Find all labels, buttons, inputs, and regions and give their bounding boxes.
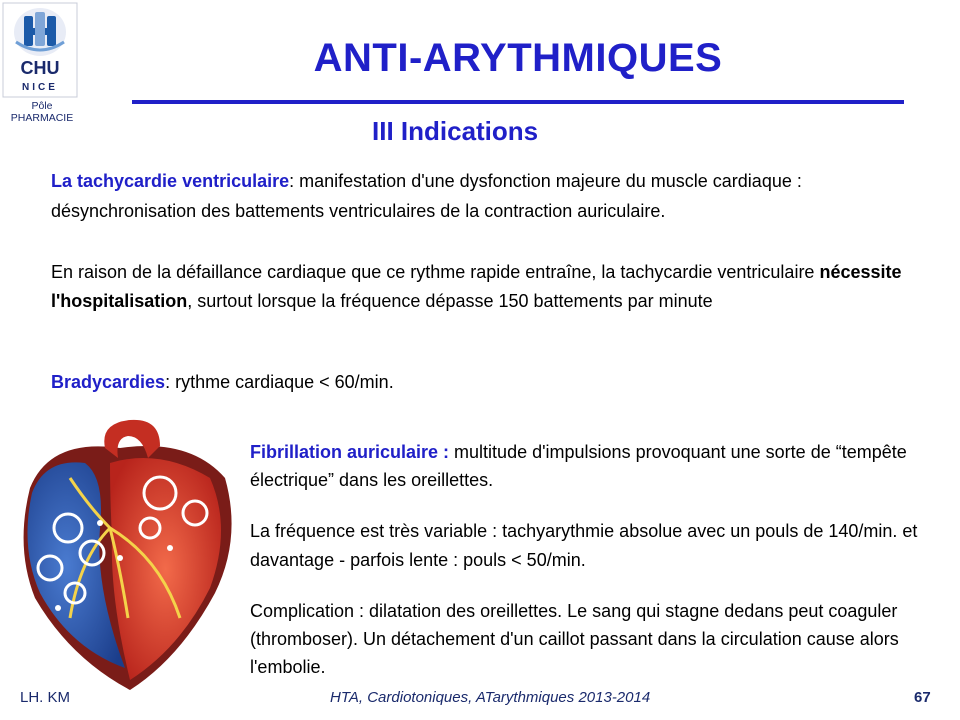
heart-illustration — [10, 418, 242, 696]
paragraph-frequence — [250, 517, 940, 575]
section-subtitle: III Indications — [372, 116, 539, 146]
heart-electrical-conduction-icon — [10, 418, 242, 696]
text-complication: Complication : dilatation des oreillettes. Le sang qui stagne dedans peut coaguler (thromboser). Un détachement d'un caillot passant dans la circulation cause alors l'embolie. — [250, 601, 899, 677]
logo-caption — [0, 100, 84, 124]
svg-text:NICE: NICE — [22, 82, 58, 93]
term-fibrillation: Fibrillation auriculaire : — [250, 442, 450, 462]
text-hospitalisation-start: En raison de la défaillance cardiaque que ce rythme rapide entraîne, la tachycardie ventriculaire — [51, 262, 820, 282]
title-underline — [132, 100, 904, 104]
text-bradycardies: : rythme cardiaque < 60/min. — [165, 372, 394, 392]
paragraph-bradycardies — [51, 370, 943, 395]
paragraph-tachycardie — [51, 166, 943, 226]
slide-title: ANTI-ARYTHMIQUES — [313, 36, 723, 80]
logo-caption-pharmacie: PHARMACIE — [10, 112, 74, 124]
text-hospitalisation-end: , surtout lorsque la fréquence dépasse 150 battements par minute — [187, 291, 713, 311]
text-frequence: La fréquence est très variable : tachyarythmie absolue avec un pouls de 140/min. et davantage - parfois lente : pouls < 50/min. — [250, 521, 918, 570]
text-hospitalisation-bold: nécessite l'hospitalisation — [51, 262, 902, 311]
svg-text:CHU: CHU — [20, 58, 60, 78]
logo-caption-pole: Pôle — [31, 100, 53, 112]
paragraph-fibrillation — [250, 438, 940, 494]
footer-author: LH. KM — [20, 689, 71, 706]
footer-course-title: HTA, Cardiotoniques, ATarythmiques 2013-2014 — [330, 689, 651, 706]
paragraph-complication — [250, 597, 940, 681]
term-tachycardie: La tachycardie ventriculaire — [51, 171, 290, 191]
text-tachycardie: : manifestation d'une dysfonction majeure du muscle cardiaque : désynchronisation des battements ventriculaires de la contraction auriculaire. — [51, 171, 802, 221]
footer-page-number: 67 — [914, 689, 931, 706]
paragraph-hospitalisation — [51, 258, 943, 316]
term-bradycardies: Bradycardies — [51, 372, 166, 392]
text-fibrillation: multitude d'impulsions provoquant une sorte de “tempête électrique” dans les oreillettes. — [250, 442, 907, 490]
